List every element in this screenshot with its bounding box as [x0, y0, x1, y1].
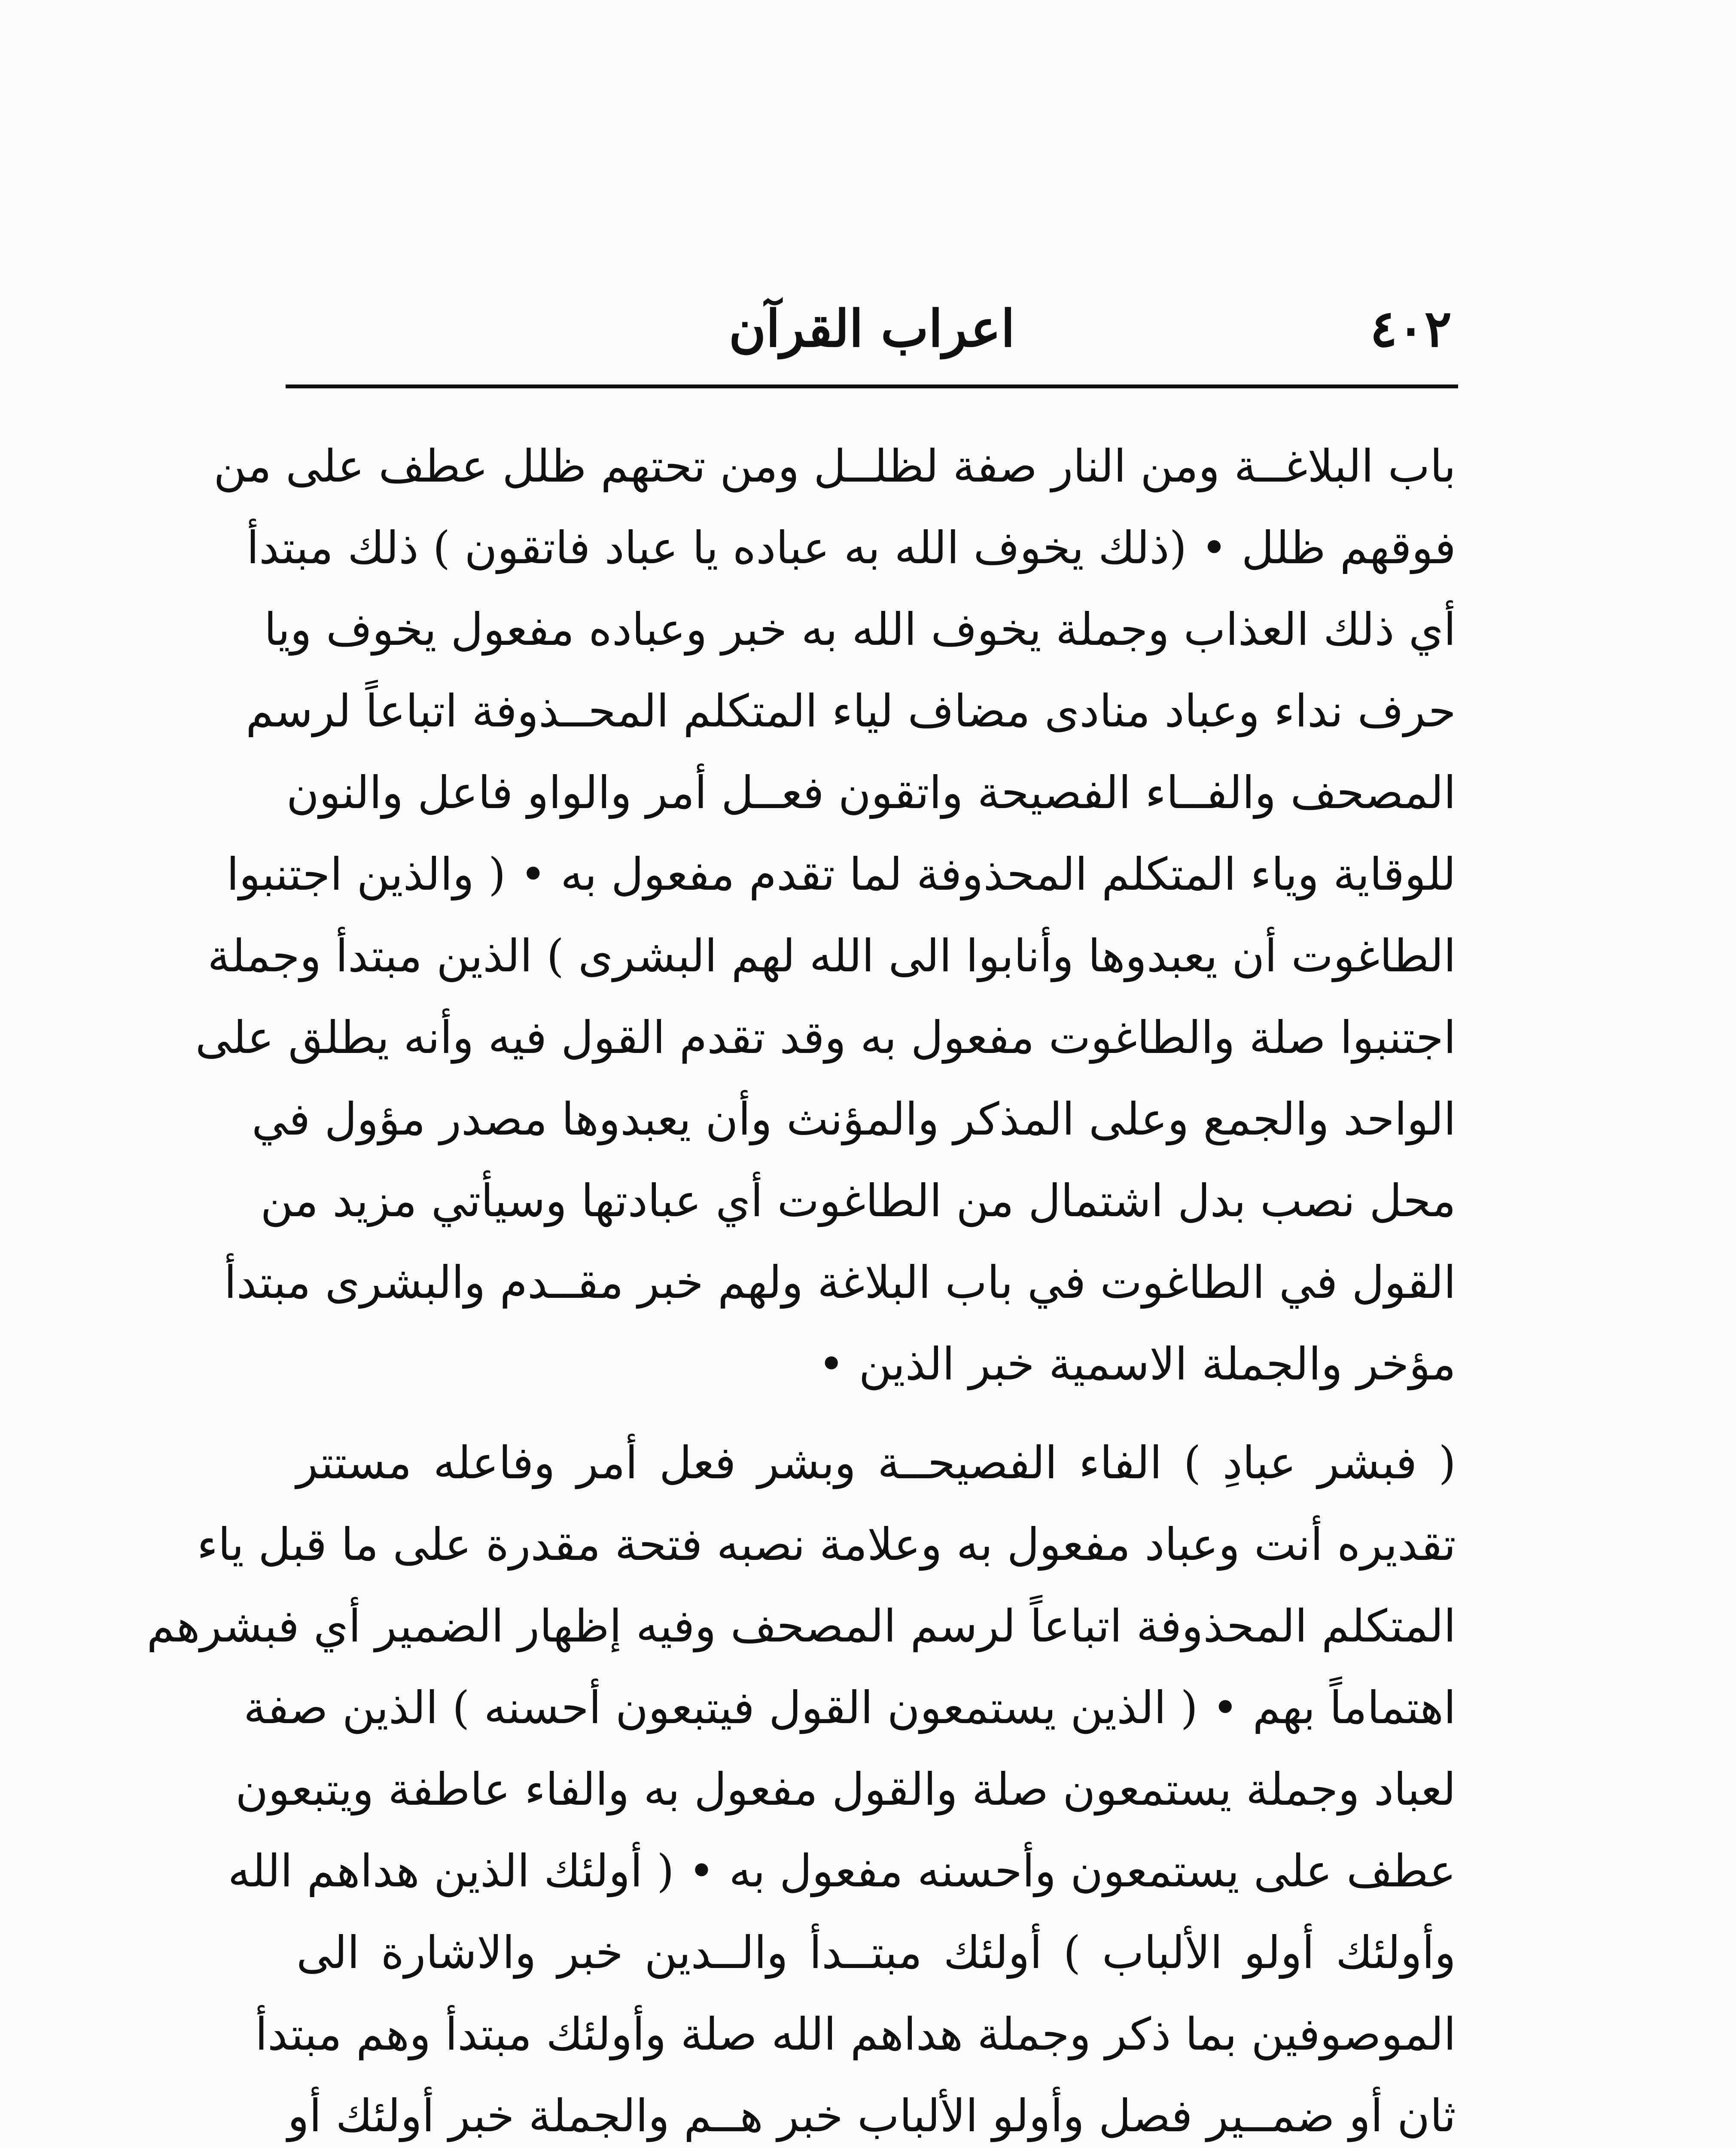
- text-line: لعباد وجملة يستمعون صلة والقول مفعول به والفاء عاطفة ويتبعون: [235, 1763, 1456, 1815]
- text-line: للوقاية وياء المتكلم المحذوفة لما تقدم مفعول به • ( والذين اجتنبوا: [226, 848, 1456, 900]
- text-line: المتكلم المحذوفة اتباعاً لرسم المصحف وفيه إظهار الضمير أي فبشرهم: [146, 1600, 1456, 1652]
- paragraph-2: [146, 1422, 1456, 2148]
- text-line: ثان أو ضمــير فصل وأولو الألباب خبر هــم والجملة خبر أولئك أو: [287, 2090, 1456, 2142]
- text-line: الواحد والجمع وعلى المذكر والمؤنث وأن يعبدوها مصدر مؤول في: [252, 1093, 1456, 1145]
- paragraph-1: [195, 425, 1456, 1405]
- page-header: [292, 296, 1452, 361]
- text-line: باب البلاغــة ومن النار صفة لظلــل ومن تحتهم ظلل عطف على من: [213, 440, 1456, 492]
- text-line: فوقهم ظلل • (ذلك يخوف الله به عباده يا عباد فاتقون ) ذلك مبتدأ: [247, 522, 1456, 574]
- text-line: القول في الطاغوت في باب البلاغة ولهم خبر مقــدم والبشرى مبتدأ: [224, 1256, 1456, 1309]
- text-line: عطف على يستمعون وأحسنه مفعول به • ( أولئك الذين هداهم الله: [228, 1845, 1456, 1897]
- text-line: اجتنبوا صلة والطاغوت مفعول به وقد تقدم القول فيه وأنه يطلق على: [195, 1011, 1456, 1064]
- text-line: أي ذلك العذاب وجملة يخوف الله به خبر وعباده مفعول يخوف ويا: [264, 603, 1456, 656]
- text-line: حرف نداء وعباد منادى مضاف لياء المتكلم المحــذوفة اتباعاً لرسم: [246, 685, 1456, 737]
- text-line: محل نصب بدل اشتمال من الطاغوت أي عبادتها وسيأتي مزيد من: [260, 1175, 1456, 1227]
- text-line: المصحف والفــاء الفصيحة واتقون فعــل أمر والواو فاعل والنون: [286, 766, 1456, 819]
- running-title: اعراب القرآن: [728, 299, 1015, 358]
- page-number: ٤٠٢: [1370, 299, 1452, 358]
- text-line: الموصوفين بما ذكر وجملة هداهم الله صلة وأولئك مبتدأ وهم مبتدأ: [255, 2008, 1456, 2060]
- text-line: ( فبشر عبادِ ) الفاء الفصيحــة وبشر فعل أمر وفاعله مستتر: [296, 1437, 1456, 1489]
- text-line: وأولئك أولو الألباب ) أولئك مبتــدأ والــدين خبر والاشارة الى: [296, 1926, 1456, 1979]
- text-line: اهتماماً بهم • ( الذين يستمعون القول فيتبعون أحسنه ) الذين صفة: [243, 1681, 1456, 1734]
- text-line: مؤخر والجملة الاسمية خبر الذين •: [818, 1338, 1456, 1390]
- text-line: الطاغوت أن يعبدوها وأنابوا الى الله لهم البشرى ) الذين مبتدأ وجملة: [207, 930, 1456, 982]
- header-rule: [286, 384, 1458, 388]
- text-line: تقديره أنت وعباد مفعول به وعلامة نصبه فتحة مقدرة على ما قبل ياء: [197, 1518, 1456, 1571]
